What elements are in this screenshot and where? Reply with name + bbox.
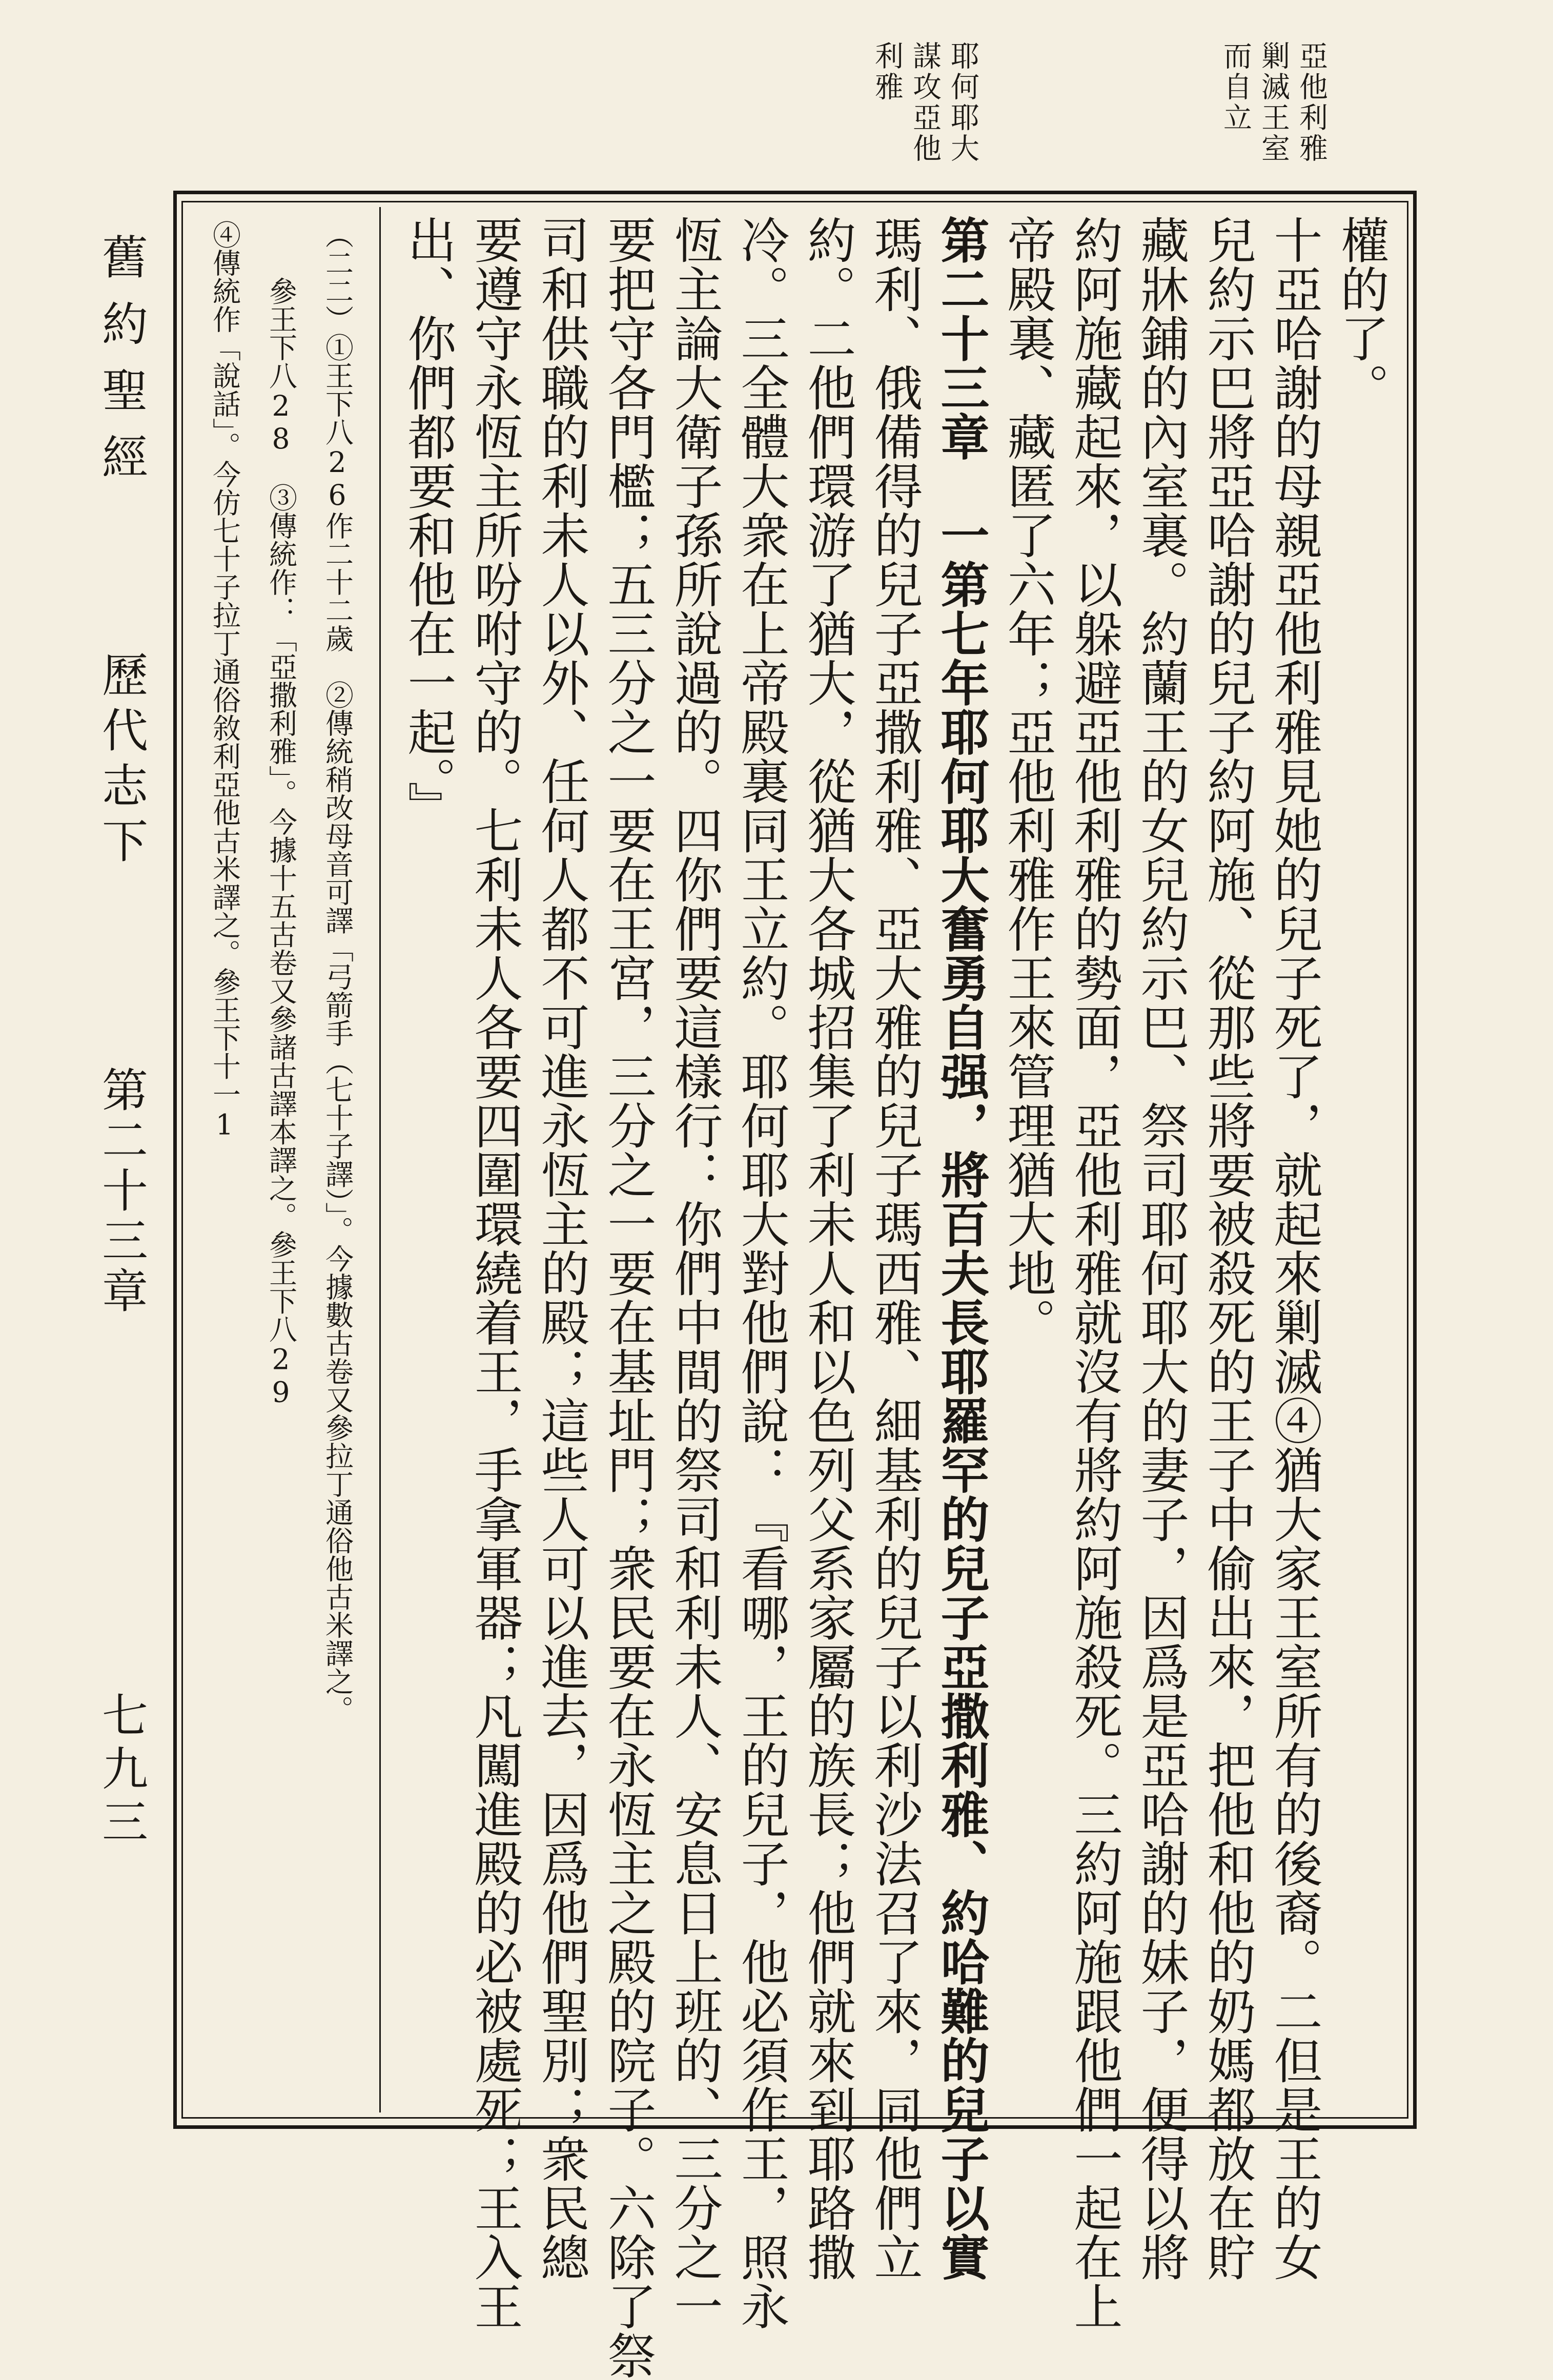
text-column-1: 權的了。 [1333,215,1389,412]
side-note-4: 耶何耶大 [946,41,979,164]
side-note-5: 謀攻亞他 [908,41,942,164]
text-column-13: 司和供職的利未人以外、任何人都不可進永恆主的殿；這些人可以進去，因爲他們聖別；衆民總 [533,215,589,2282]
section-title: 歷代志下 [94,651,148,872]
text-column-6: 帝殿裏、藏匿了六年；亞他利雅作王來管理猶大地。 [999,215,1056,1347]
text-column-7: 第二十三章 一第七年耶何耶大奮勇自强，將百夫長耶羅罕的兒子亞撒利雅、約哈難的兒子以實 [933,215,990,2282]
text-column-14: 要遵守永恆主所吩咐守的。七利未人各要四圍環繞着王，手拿軍器；凡闖進殿的必被處死；王入王 [466,215,523,2331]
text-column-2: 十亞哈謝的母親亞他利雅見她的兒子死了，就起來剿滅④猶大家王室所有的後裔。二但是王的女 [1266,215,1322,2282]
footnote-3: ④傳統作「說話」。今仿七十子拉丁通俗敘利亞他古米譯之。參王下十一1 [208,220,241,1141]
footnote-divider [379,207,381,2112]
side-note-6: 利雅 [870,41,904,102]
text-column-5: 約阿施藏起來，以躲避亞他利雅的勢面，亞他利雅就沒有將約阿施殺死。三約阿施跟他們一起在上 [1066,215,1122,2331]
text-column-11: 恆主論大衛子孫所說過的。四你們要這樣行：你們中間的祭司和利未人、安息日上班的、三分之一 [666,215,723,2331]
text-column-8: 瑪利、俄備得的兒子亞撒利雅、亞大雅的兒子瑪西雅、細基利的兒子以利沙法召了來，同他們立 [866,215,923,2282]
page-number: 七九三 [94,1691,148,1851]
footnote-1: （二二）①王下八26作二十二歲 ②傳統稍改母音可譯「弓箭手（七十子譯）」。今據數古卷又參拉丁通俗他古米譯之。 [321,220,354,1724]
side-note-3: 而自立 [1219,41,1252,133]
side-note-2: 剿滅王室 [1257,41,1290,164]
book-title: 舊約聖經 [94,233,148,500]
text-column-3: 兒約示巴將亞哈謝的兒子約阿施、從那些將要被殺死的王子中偷出來，把他和他的奶媽都放在貯 [1199,215,1256,2282]
text-column-10: 冷。三全體大衆在上帝殿裏同王立約。耶何耶大對他們說：『看哪，王的兒子，他必須作王，照永 [733,215,789,2331]
footnote-2: 參王下八28 ③傳統作：「亞撒利雅」。今據十五古卷又參諸古譯本譯之。參王下八29 [264,277,297,1409]
side-note-1: 亞他利雅 [1295,41,1328,164]
text-column-12: 要把守各門檻；五三分之一要在王宮，三分之一要在基址門；衆民要在永恆主之殿的院子。六除了祭 [600,215,656,2380]
text-column-4: 藏牀鋪的內室裏。約蘭王的女兒約示巴、祭司耶何耶大的妻子，因爲是亞哈謝的妹子，便得以將 [1133,215,1189,2282]
text-column-15: 出、你們都要和他在一起。』 [400,215,456,831]
text-column-9: 約。二他們環游了猶大，從猶大各城招集了利未人和以色列父系家屬的族長；他們就來到耶路撒 [800,215,856,2282]
chapter-label: 第二十三章 [94,1066,148,1317]
